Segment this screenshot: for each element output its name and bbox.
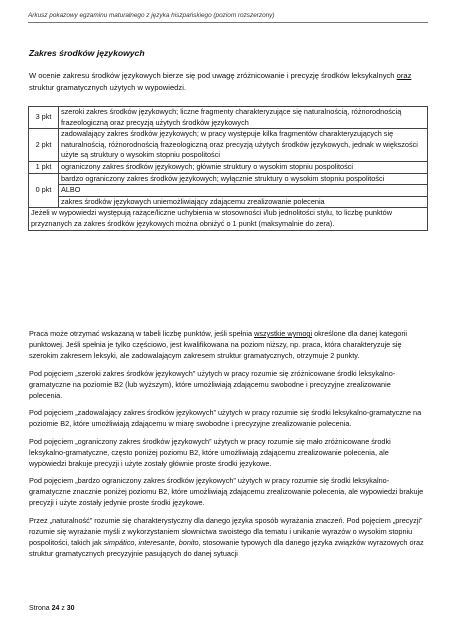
paragraph: Przez „naturalność” rozumie się charakterystyczny dla danego języka sposób wyrażania znaczeń. Pod pojęciem „precyzji” rozumie się wyrażanie myśli z wykorzystaniem słownictwa swoistego dla tematu i unikanie wyrazów o wysokim stopniu pospolitości, takich jak simpático, interesante, bonito, stosowanie typowych dla danego języka związków wyrazowych oraz struktur gramatycznych precyzyjnie pasujących do danej sytuacji — [29, 515, 424, 558]
points-cell: 1 pkt — [29, 161, 59, 173]
table-row — [29, 129, 428, 162]
table-row — [29, 196, 428, 208]
criteria-cell: zakres środków językowych uniemożliwiający zdającemu zrealizowanie polecenia — [59, 196, 428, 208]
paragraph: Praca może otrzymać wskazaną w tabeli liczbę punktów, jeśli spełnia wszystkie wymogi określone dla danej kategorii punktowej. Jeśli spełnia je tylko częściowo, jest kwalifikowana na poziom niższy, np. praca, która charakteryzuje się szerokim zakresem leksyki, ale zadowalającym zakresem struktur gramatycznych, otrzymuje 2 punkty. — [29, 329, 407, 360]
table-row — [29, 161, 428, 173]
body-text — [29, 328, 425, 565]
table-row — [29, 107, 428, 129]
criteria-cell: ograniczony zakres środków językowych; głównie struktury o wysokim stopniu pospolitości — [59, 161, 428, 173]
page-number: 24 — [51, 605, 60, 612]
table-row — [29, 173, 428, 185]
scoring-table — [28, 106, 428, 231]
paragraph: Pod pojęciem „ograniczony zakres środków językowych” użytych w pracy rozumie się mało zróżnicowane środki leksykalno-gramatyczne, często poniżej poziomu B2, które umożliwiają zdającemu zrealizowanie polecenia, ale wypowiedzi brakuje precyzji i użyte zostały głównie proste środki językowe. — [29, 436, 391, 468]
section-intro: W ocenie zakresu środków językowych bierze się pod uwagę zróżnicowanie i precyzję środków leksykalnych oraz struktur gramatycznych użytych w wypowiedzi. — [29, 71, 412, 92]
points-cell: 0 pkt — [29, 173, 59, 208]
running-header: Arkusz pokazowy egzaminu maturalnego z języka hiszpańskiego (poziom rozszerzony) — [28, 12, 428, 23]
page-total: 30 — [66, 605, 75, 612]
points-cell: 3 pkt — [29, 107, 59, 129]
points-cell: 2 pkt — [29, 129, 59, 162]
criteria-cell-or: ALBO — [59, 185, 428, 197]
table-row — [29, 185, 428, 197]
table-row — [29, 208, 428, 230]
criteria-cell: bardzo ograniczony zakres środków językowych; wyłącznie struktury o wysokim stopniu pospolitości — [59, 173, 428, 185]
criteria-cell: szeroki zakres środków językowych; liczne fragmenty charakteryzujące się naturalnością, różnorodnością frazeologiczną oraz precyzją użytych środków językowych — [59, 107, 428, 129]
table-note: Jeżeli w wypowiedzi występują rażące/liczne uchybienia w stosowności i/lub jednolitości stylu, to liczbę punktów przyznanych za zakres środków językowych można obniżyć o 1 punkt (maksymalnie do zera). — [29, 208, 428, 230]
paragraph: Pod pojęciem „bardzo ograniczony zakres środków językowych” użytych w pracy rozumie się środki leksykalno-gramatyczne znacznie poniżej poziomu B2, które umożliwiają zdającemu zrealizowanie polecenia, ale wypowiedzi brakuje precyzji i użyte zostały jedynie proste środki językowe. — [29, 476, 424, 507]
page-footer: Strona 24 z 30 — [29, 605, 75, 612]
section-title: Zakres środków językowych — [29, 48, 145, 58]
paragraph: Pod pojęciem „szeroki zakres środków językowych” użytych w pracy rozumie się zróżnicowane środki leksykalno-gramatyczne na poziomie B2 (lub wyższym), które umożliwiają zdającemu swobodne i precyzyjne zrealizowanie polecenia. — [29, 368, 396, 400]
criteria-cell: zadowalający zakres środków językowych; w pracy występuje kilka fragmentów charakteryzujących się naturalnością, różnorodnością frazeologiczną oraz precyzją użytych środków językowych, jednak w większości użyte są struktury o wysokim stopniu pospolitości — [59, 129, 428, 162]
paragraph: Pod pojęciem „zadowalający zakres środków językowych” użytych w pracy rozumie się środki leksykalno-gramatyczne na poziomie B2, które umożliwiają zdającemu w miarę swobodne i precyzyjne zrealizowanie polecenia. — [29, 408, 422, 428]
